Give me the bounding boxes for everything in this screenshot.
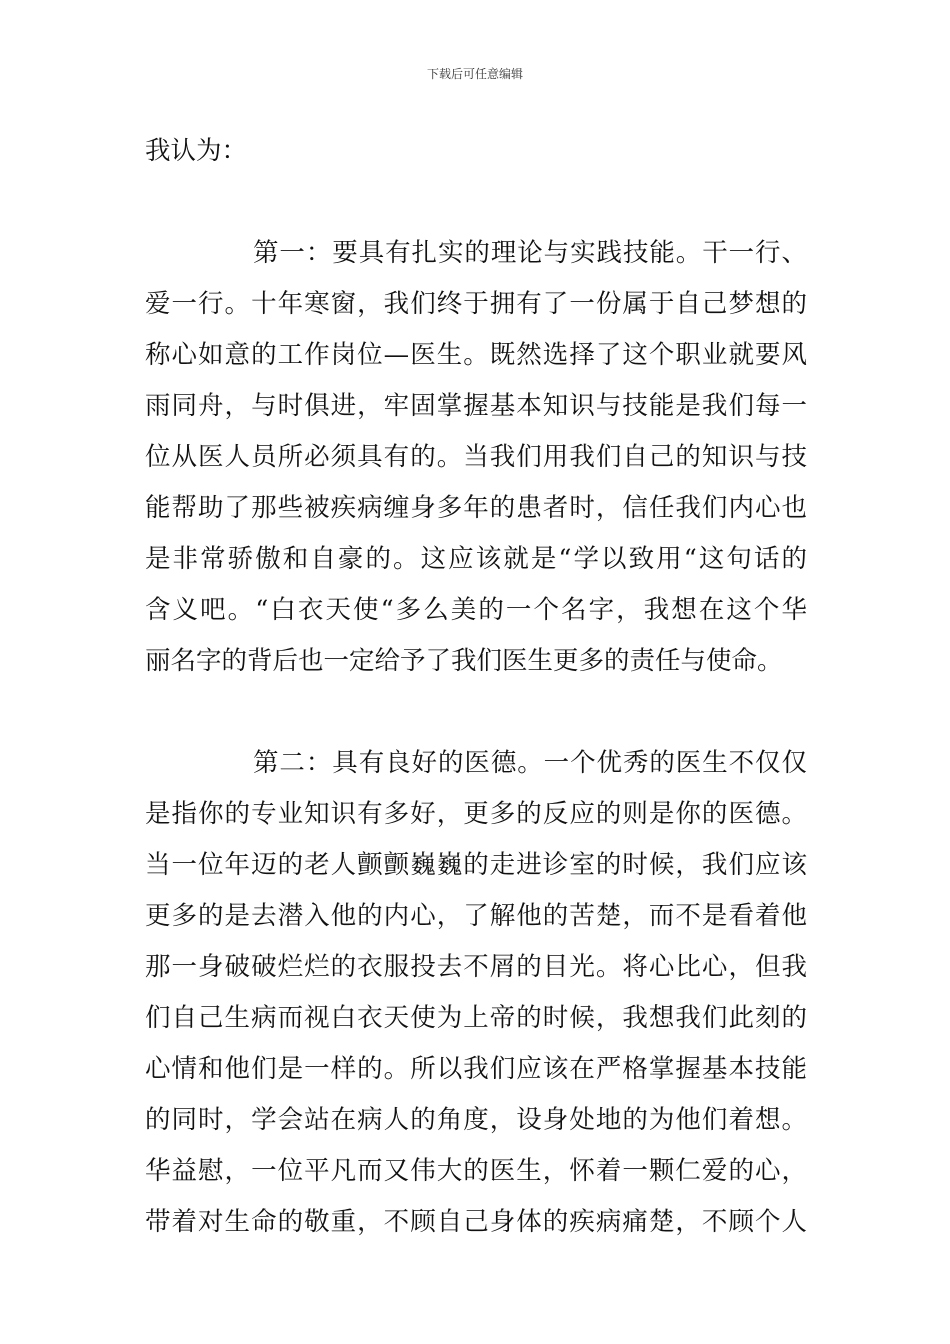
paragraph-line: 是非常骄傲和自豪的。这应该就是“学以致用“这句话的 bbox=[145, 544, 807, 574]
paragraph-line: 雨同舟，与时俱进，牢固掌握基本知识与技能是我们每一 bbox=[145, 391, 807, 421]
paragraph-line: 第二：具有良好的医德。一个优秀的医生不仅仅 bbox=[253, 748, 807, 778]
paragraph-line: 称心如意的工作岗位—医生。既然选择了这个职业就要风 bbox=[145, 340, 807, 370]
paragraph-line: 华益慰，一位平凡而又伟大的医生，怀着一颗仁爱的心， bbox=[145, 1156, 807, 1186]
paragraph-line: 含义吧。“白衣天使“多么美的一个名字，我想在这个华 bbox=[145, 595, 807, 625]
paragraph-line: 的同时，学会站在病人的角度，设身处地的为他们着想。 bbox=[145, 1105, 807, 1135]
intro-line: 我认为： bbox=[145, 136, 248, 166]
paragraph-line: 心情和他们是一样的。所以我们应该在严格掌握基本技能 bbox=[145, 1054, 807, 1084]
paragraph-line: 那一身破破烂烂的衣服投去不屑的目光。将心比心，但我 bbox=[145, 952, 807, 982]
paragraph-spacer bbox=[145, 177, 807, 228]
paragraph-line: 们自己生病而视白衣天使为上帝的时候，我想我们此刻的 bbox=[145, 1003, 807, 1033]
paragraph-line: 爱一行。十年寒窗，我们终于拥有了一份属于自己梦想的 bbox=[145, 289, 807, 319]
paragraph-line: 能帮助了那些被疾病缠身多年的患者时，信任我们内心也 bbox=[145, 493, 807, 523]
paragraph-line: 第一：要具有扎实的理论与实践技能。干一行、 bbox=[253, 238, 807, 268]
paragraph-line: 带着对生命的敬重，不顾自己身体的疾病痛楚，不顾个人 bbox=[145, 1207, 807, 1237]
paragraph-line: 当一位年迈的老人颤颤巍巍的走进诊室的时候，我们应该 bbox=[145, 850, 807, 880]
paragraph-line: 是指你的专业知识有多好，更多的反应的则是你的医德。 bbox=[145, 799, 807, 829]
paragraph-spacer bbox=[145, 687, 807, 738]
document-body bbox=[145, 126, 807, 1248]
paragraph-line: 位从医人员所必须具有的。当我们用我们自己的知识与技 bbox=[145, 442, 807, 472]
page-header-note: 下载后可任意编辑 bbox=[426, 67, 523, 81]
paragraph-line: 丽名字的背后也一定给予了我们医生更多的责任与使命。 bbox=[145, 646, 783, 676]
paragraph-line: 更多的是去潜入他的内心，了解他的苦楚，而不是看着他 bbox=[145, 901, 807, 931]
intro-paragraph bbox=[145, 126, 807, 177]
paragraph-second-principle bbox=[145, 738, 807, 1248]
paragraph-first-principle bbox=[145, 228, 807, 687]
